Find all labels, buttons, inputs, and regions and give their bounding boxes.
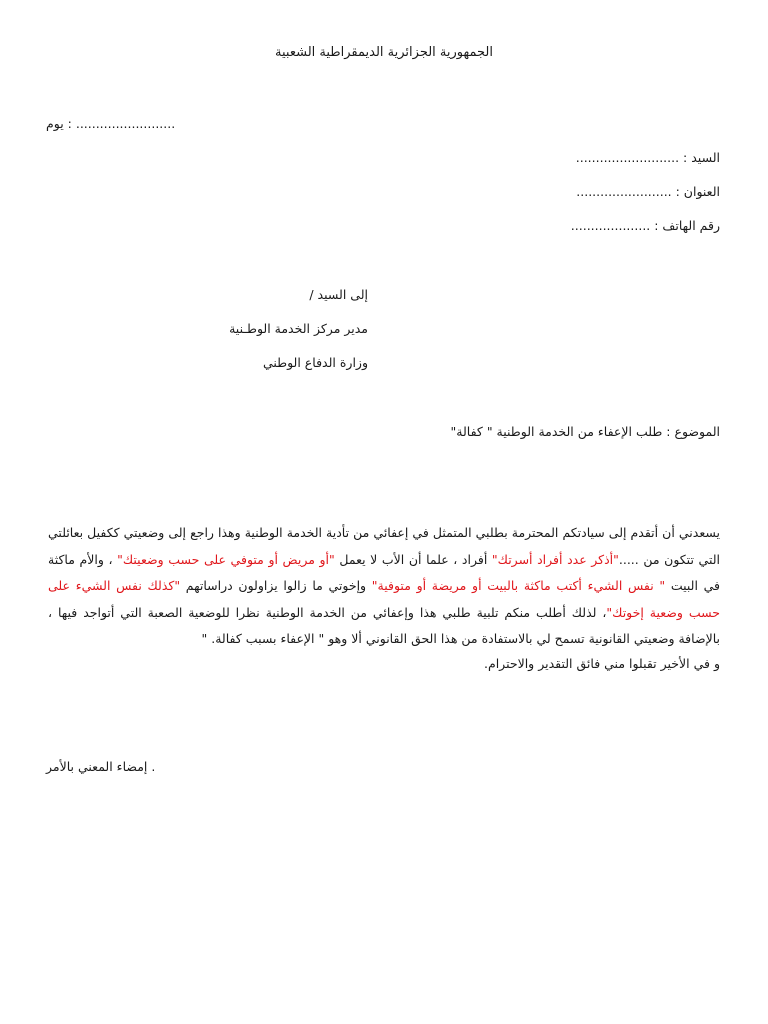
body-placeholder-family-size: "أذكر عدد أفراد أسرتك" xyxy=(491,551,619,567)
letter-body xyxy=(48,520,720,653)
body-placeholder-father-status: "أو مريض أو متوفي على حسب وضعيتك" xyxy=(117,551,335,567)
recipient-to-line: إلى السيد / xyxy=(309,287,368,302)
recipient-ministry-line: وزارة الدفاع الوطني xyxy=(262,355,368,370)
sender-name-line: السيد : .......................... xyxy=(575,150,720,165)
recipient-title-line: مدير مركز الخدمة الوطـنية xyxy=(229,321,368,336)
date-line: يوم : ......................... xyxy=(46,116,176,131)
subject-line: الموضوع : طلب الإعفاء من الخدمة الوطنية " كفالة" xyxy=(450,424,720,439)
body-text-2: أفراد ، علما أن الأب لا يعمل xyxy=(334,551,492,567)
sender-phone-line: رقم الهاتف : .................... xyxy=(570,218,720,233)
body-text-5: ، لذلك أطلب منكم تلبية طلبي هذا وإعفائي من الخدمة الوطنية نظرا للوضعية الصعبة التي أتواجد فيها ، بالإضافة وضعيتي القانونية تسمح لي بالاستفادة من هذا الحق القانوني ألا وهو " الإعفاء بسبب كفالة. " xyxy=(48,604,720,646)
closing-line: و في الأخير تقبلوا مني فائق التقدير والاحترام. xyxy=(484,656,720,671)
sender-address-line: العنوان : ........................ xyxy=(576,184,720,199)
body-placeholder-mother-status: " نفس الشيء أكتب ماكثة بالبيت أو مريضة أو متوفية" xyxy=(371,578,666,593)
body-text-1: يسعدني أن أتقدم إلى سيادتكم المحترمة بطلبي المتمثل في إعفائي من تأدية الخدمة الوطنية وهذا راجع إلى وضعيتي ككفيل بعائلتي التي تتكون من ..... xyxy=(48,525,720,567)
body-text-4: وإخوتي ما زالوا يزاولون دراساتهم xyxy=(180,578,372,593)
country-header: الجمهورية الجزائرية الديمقراطية الشعبية xyxy=(275,45,493,60)
body-text-3: ، والأم ماكثة في البيت xyxy=(48,551,721,593)
body-placeholder-siblings-status: "كذلك نفس الشيء على حسب وضعية إخوتك" xyxy=(48,578,720,620)
signature-line: إمضاء المعني بالأمر . xyxy=(46,759,156,774)
